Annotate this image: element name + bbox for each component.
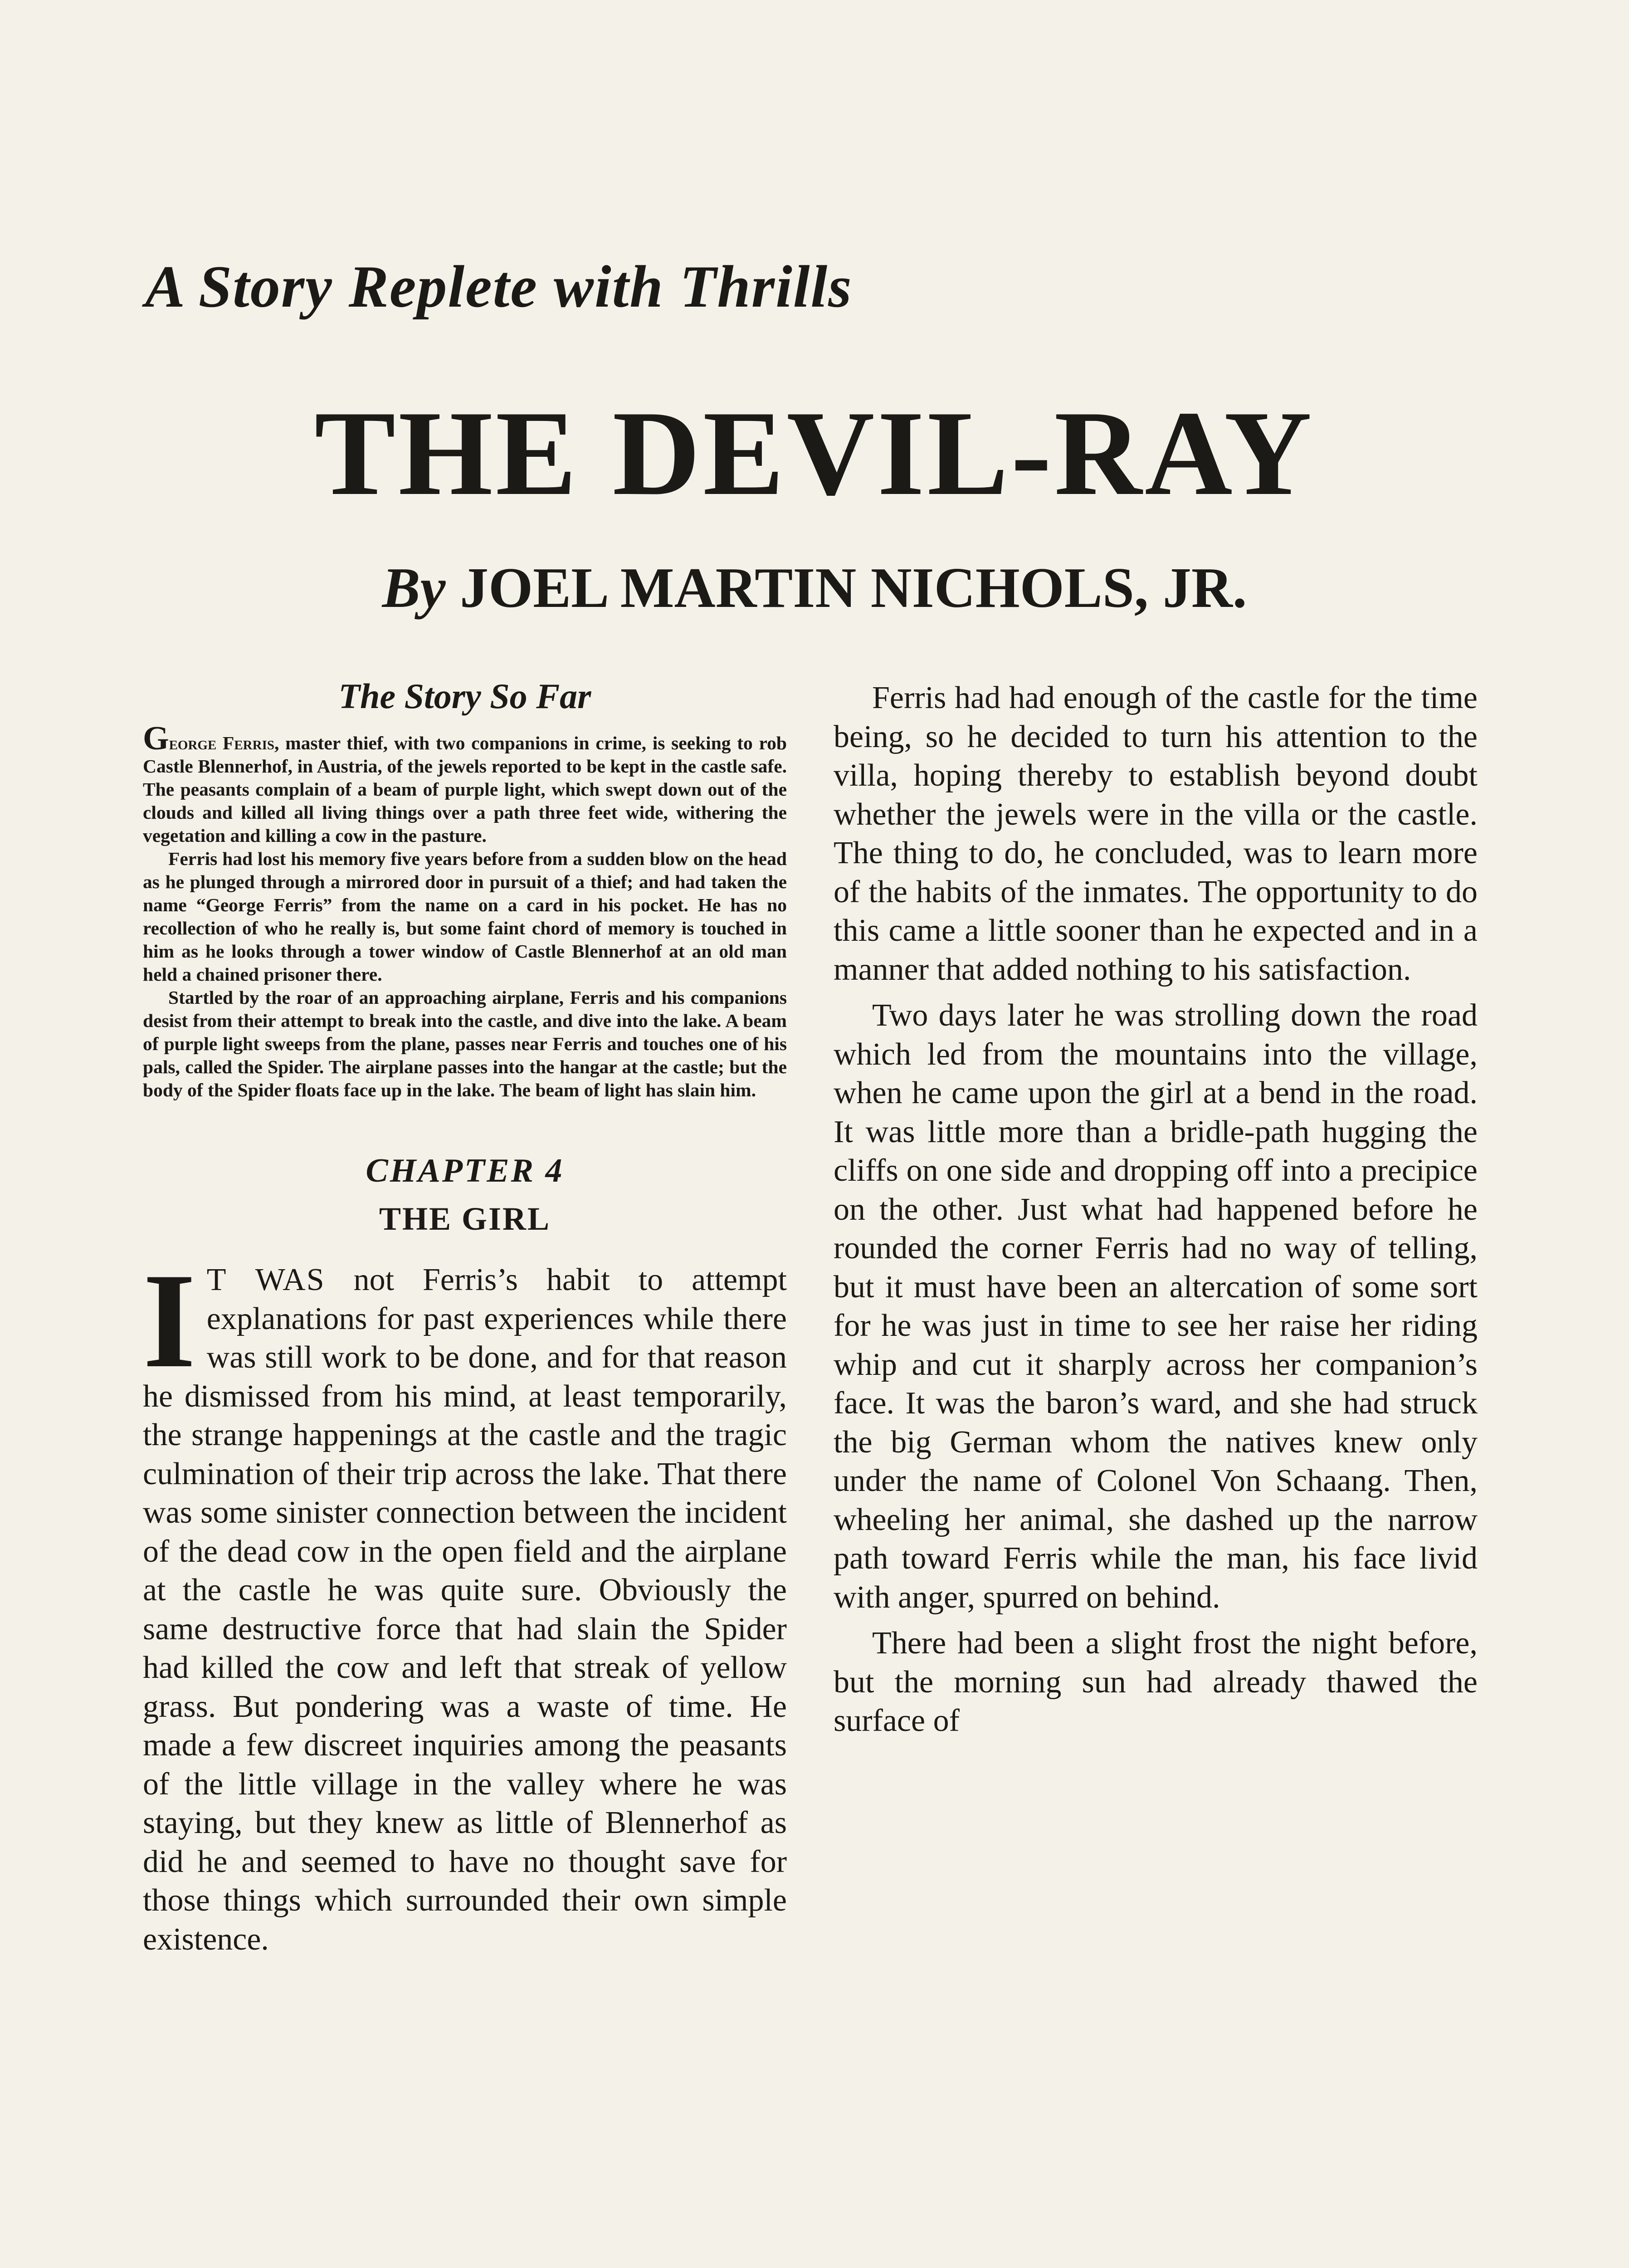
drop-cap: I [143,1245,196,1396]
story-body-right [834,679,1478,1740]
synopsis-paragraph-2: Ferris had lost his memory five years before from a sudden blow on the head as he plunged through a mirrored door in pursuit of a thief; and had taken the name “George Ferris” from the name on a card in his pocket. He has no recollection of who he really is, but some faint chord of memory is touched in him as he looks through a tower window of Castle Blennerhof at an old man held a chained prisoner there. [143,848,787,985]
story-body-left [143,1245,787,1959]
synopsis [143,720,787,1102]
synopsis-heading: The Story So Far [338,676,591,716]
synopsis-paragraph-1 [143,720,787,847]
synopsis-paragraph-1-text: master thief, with two companions in crime, is seeking to rob Castle Blennerhof, in Austria, of the jewels reported to be kept in the castle safe. The peasants complain of a beam of purple light, which swept down out of the clouds and killed all living things over a path three feet wide, withering the vegetation and killing a cow in the pasture. [143,733,787,846]
synopsis-lead: eorge Ferris, [169,733,279,753]
byline-author: JOEL MARTIN NICHOLS, JR. [460,557,1247,620]
synopsis-paragraph-3: Startled by the roar of an approaching airplane, Ferris and his companions desist from their attempt to break into the castle, and dive into the lake. A beam of purple light sweeps from the plane, passes near Ferris and touches one of his pals, called the Spider. The airplane passes into the hangar at the castle; but the body of the Spider floats face up in the lake. The beam of light has slain him. [143,987,787,1100]
byline-by: By [382,557,446,620]
chapter-title: THE GIRL [379,1201,551,1237]
lead-caps: T WAS [206,1262,325,1297]
story-kicker: A Story Replete with Thrills [145,253,853,320]
right-column [834,671,1478,1740]
body-paragraph-1 [143,1245,787,1959]
body-paragraph-4: There had been a slight frost the night before, but the morning sun had already thawed the surface of [834,1626,1478,1738]
story-title: THE DEVIL-RAY [314,386,1315,520]
body-paragraph-1-text: not Ferris’s habit to attempt explanations for past experiences while there was still work to be done, and for that reason he dismissed from his mind, at least temporarily, the strange happenings at the castle and the tragic culmination of their trip across the lake. That there was some sinister connection between the incident of the dead cow in the open field and the airplane at the castle he was quite sure. Obviously the same destructive force that had slain the Spider had killed the cow and left that streak of yellow grass. But pondering was a waste of time. He made a few discreet inquiries among the peasants of the little village in the valley where he was staying, but they knew as little of Blennerhof as did he and seemed to have no thought save for those things which surrounded their own simple existence. [143,1262,787,1957]
body-paragraph-2: Ferris had had enough of the castle for the time being, so he decided to turn his attention to the villa, hoping thereby to establish beyond doubt whether the jewels were in the villa or the castle. The thing to do, he concluded, was to learn more of the habits of the inmates. The opportunity to do this came a little sooner than he expected and in a manner that added nothing to his satisfaction. [834,680,1478,987]
left-column [143,671,787,1959]
body-paragraph-3: Two days later he was strolling down the road which led from the mountains into the village, when he came upon the girl at a bend in the road. It was little more than a bridle-path hugging the cliffs on one side and dropping off into a precipice on the other. Just what had happened before he rounded the corner Ferris had no way of telling, but it must have been an altercation of some sort for he was just in time to see her raise her riding whip and cut it sharply across her companion’s face. It was the baron’s ward, and she had struck the big German whom the natives knew only under the name of Colonel Von Schaang. Then, wheeling her animal, she dashed up the narrow path toward Ferris while the man, his face livid with anger, spurred on behind. [834,998,1478,1615]
synopsis-initial: G [143,720,169,757]
byline [0,556,1629,621]
chapter-number: CHAPTER 4 [366,1152,564,1189]
